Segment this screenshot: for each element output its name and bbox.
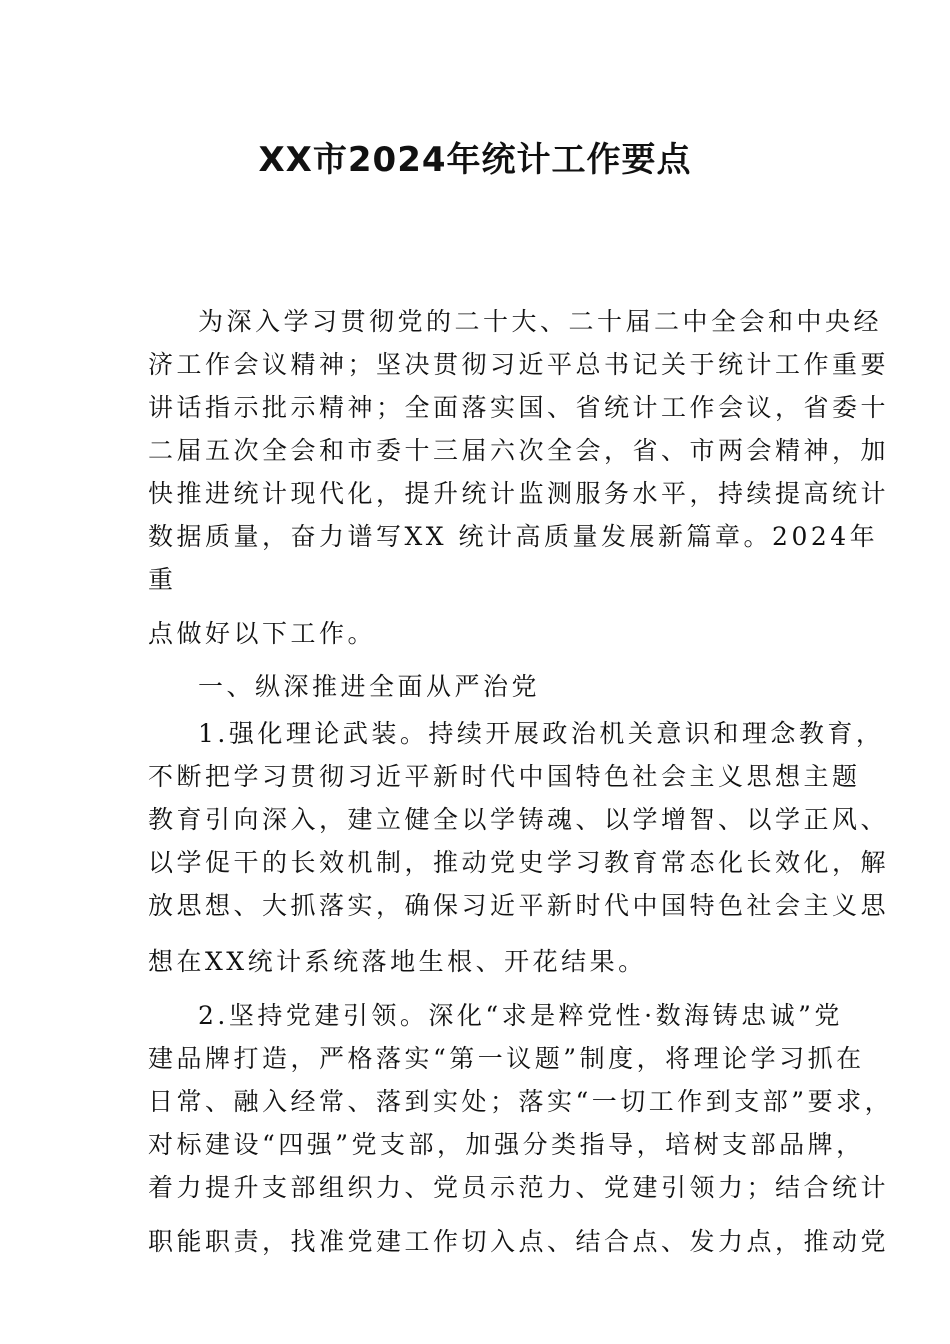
paragraph-line: 为深入学习贯彻党的二十大、二十届二中全会和中央经 <box>198 307 883 336</box>
paragraph-line: 1.强化理论武装。持续开展政治机关意识和理念教育， <box>198 719 885 748</box>
paragraph-line: 2.坚持党建引领。深化“求是粹党性·数海铸忠诚”党 <box>198 1001 843 1030</box>
paragraph-line: 日常、融入经常、落到实处；落实“一切工作到支部”要求， <box>148 1087 894 1116</box>
paragraph-line: 济工作会议精神；坚决贯彻习近平总书记关于统计工作重要 <box>148 350 890 379</box>
paragraph-line: 对标建设“四强”党支部，加强分类指导，培树支部品牌， <box>148 1130 865 1159</box>
paragraph-line: 二届五次全会和市委十三届六次全会，省、市两会精神，加 <box>148 436 890 465</box>
section-heading: 一、纵深推进全面从严治党 <box>198 672 541 701</box>
paragraph-line: 教育引向深入，建立健全以学铸魂、以学增智、以学正风、 <box>148 805 890 834</box>
paragraph-line: 数据质量，奋力谱写XX 统计高质量发展新篇章。2024年 <box>148 522 879 551</box>
paragraph-line: 快推进统计现代化，提升统计监测服务水平，持续提高统计 <box>148 479 890 508</box>
paragraph-line: 建品牌打造，严格落实“第一议题”制度，将理论学习抓在 <box>148 1044 865 1073</box>
paragraph-line: 以学促干的长效机制，推动党史学习教育常态化长效化，解 <box>148 848 890 877</box>
paragraph-line: 不断把学习贯彻习近平新时代中国特色社会主义思想主题 <box>148 762 861 791</box>
document-title: XX市2024年统计工作要点 <box>258 140 692 180</box>
paragraph-line: 点做好以下工作。 <box>148 619 377 648</box>
paragraph-line: 职能职责，找准党建工作切入点、结合点、发力点，推动党 <box>148 1227 890 1256</box>
paragraph-line: 着力提升支部组织力、党员示范力、党建引领力；结合统计 <box>148 1173 890 1202</box>
paragraph-line: 放思想、大抓落实，确保习近平新时代中国特色社会主义思 <box>148 891 890 920</box>
paragraph-line: 讲话指示批示精神；全面落实国、省统计工作会议，省委十 <box>148 393 890 422</box>
paragraph-line: 重 <box>148 565 177 594</box>
paragraph-line: 想在XX统计系统落地生根、开花结果。 <box>148 947 647 976</box>
